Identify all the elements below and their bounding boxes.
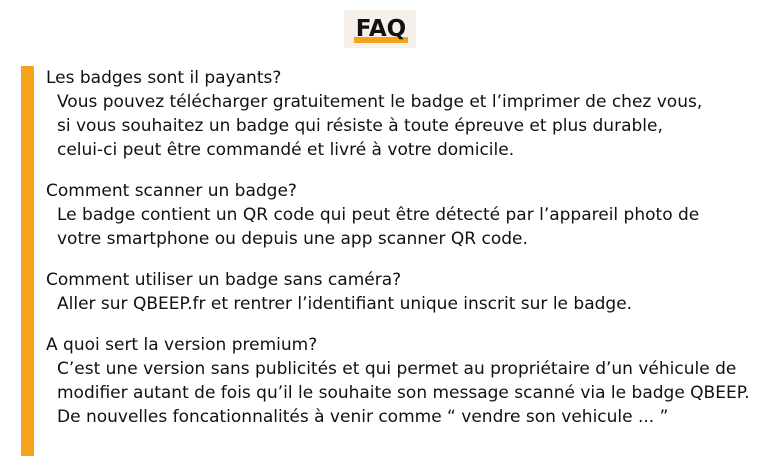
faq-answer-line: C’est une version sans publicités et qui permet au propriétaire d’un véhicule de [57, 359, 737, 379]
faq-answer-line: celui-ci peut être commandé et livré à votre domicile. [57, 140, 515, 160]
title-container [0, 10, 760, 48]
faq-answer [57, 357, 751, 429]
faq-answer-line: Aller sur QBEEP.fr et rentrer l’identifiant unique inscrit sur le badge. [57, 294, 633, 314]
faq-question: A quoi sert la version premium? [46, 335, 318, 355]
faq-question: Comment scanner un badge? [46, 181, 297, 201]
faq-answer-line: Le badge contient un QR code qui peut être détecté par l’appareil photo de [57, 205, 700, 225]
faq-item [46, 66, 751, 162]
faq-answer [57, 292, 751, 316]
page-title-box [344, 10, 416, 48]
faq-list [46, 66, 751, 446]
faq-item [46, 268, 751, 316]
faq-answer [57, 203, 751, 251]
faq-question: Les badges sont il payants? [46, 68, 282, 88]
page-title: FAQ [355, 16, 407, 42]
faq-item [46, 333, 751, 429]
faq-answer [57, 90, 751, 162]
accent-bar [21, 66, 34, 456]
faq-item [46, 179, 751, 251]
faq-answer-line: si vous souhaitez un badge qui résiste à toute épreuve et plus durable, [57, 116, 663, 136]
faq-answer-line: Vous pouvez télécharger gratuitement le badge et l’imprimer de chez vous, [57, 92, 703, 112]
faq-question: Comment utiliser un badge sans caméra? [46, 270, 402, 290]
faq-answer-line: De nouvelles foncationnalités à venir comme “ vendre son vehicule ... ” [57, 407, 669, 427]
faq-answer-line: modifier autant de fois qu’il le souhaite son message scanné via le badge QBEEP. [57, 383, 750, 403]
faq-answer-line: votre smartphone ou depuis une app scanner QR code. [57, 229, 528, 249]
